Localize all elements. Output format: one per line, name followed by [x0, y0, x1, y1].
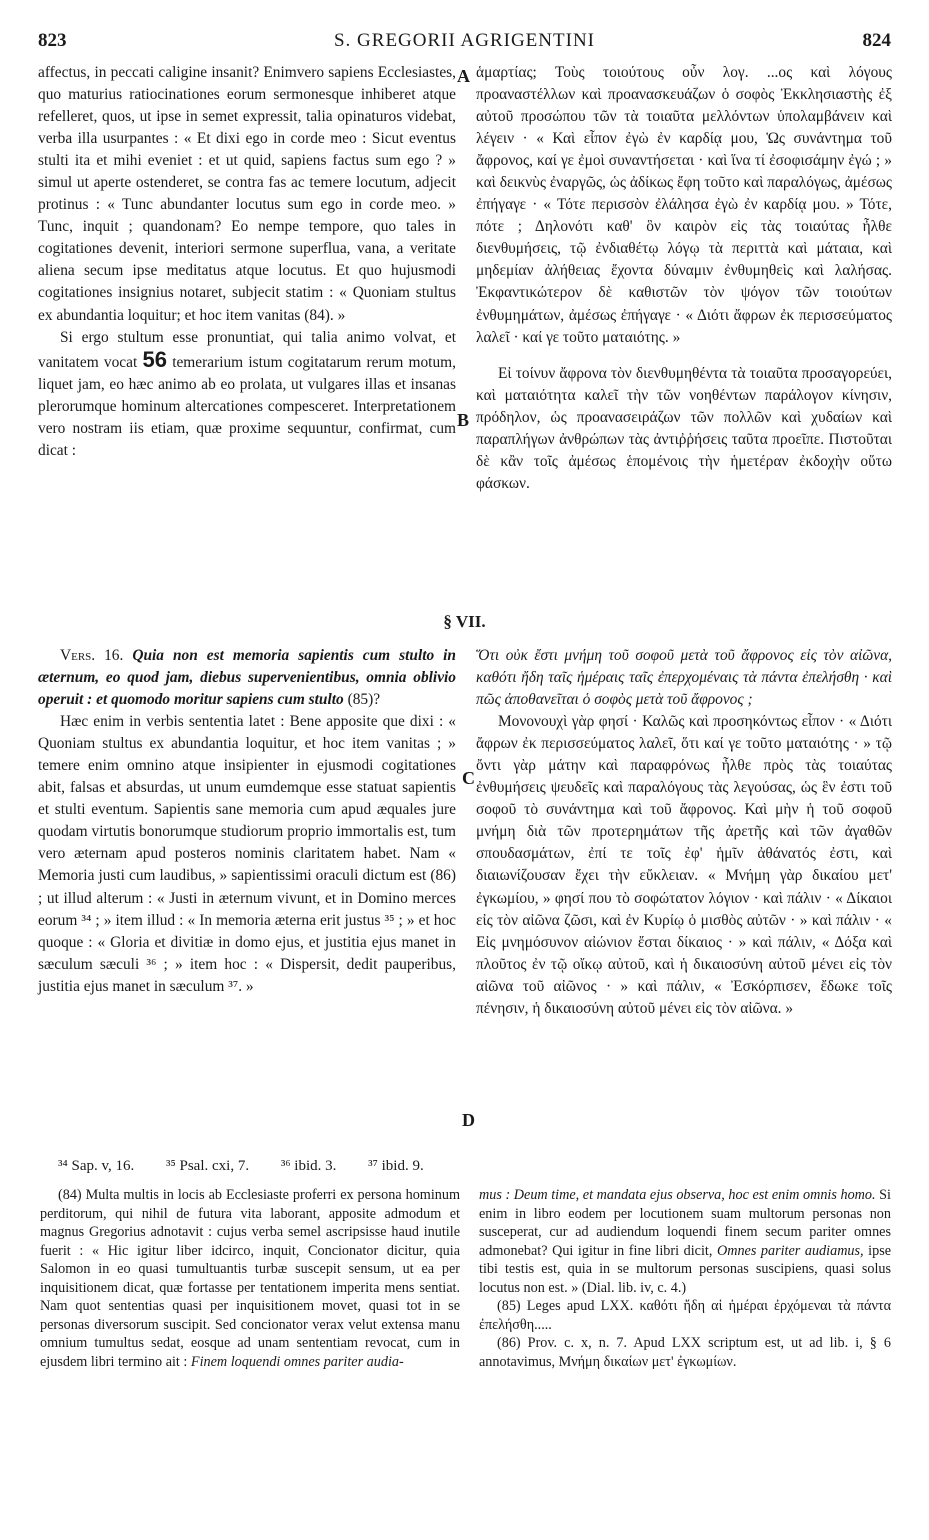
page-number-right: 824: [862, 30, 891, 51]
footnote-ref: ³⁴ Sap. v, 16.: [58, 1158, 135, 1174]
note-86: (86) Prov. c. x, n. 7. Apud LXX scriptum est, ut ad lib. i, § 6 annotavimus, Μνήμη δικαίων μετ' ἐγκωμίων.: [479, 1335, 891, 1370]
left-paragraph-1: affectus, in peccati caligine insanit? Enimvero sapiens Ecclesiastes, quo maturius ratiocinationes eorum sermonesque inhiberet atque refelleret, quos, ut ipse in semet expressit, talia opinaturos videbat, verba illa usurpantes : « Et dixi ego in corde meo : Sicut eventus stulti ita et mihi eveniet : et ut quid, sapiens factus sum ego ? » simul ut aperte ostenderet, se contra fas ac temere locutum, adjecit protinus : « Tunc abundanter locutus sum ego in corde meo. » Tunc, inquit ; quandonam? Eo nempe tempore, quo tales in cogitationes devenit, interiori sermone superflua, vana, a veritate aliena secum ipse meditatus atque locutus. Et quo hujusmodi cogitationes insignius notaret, subjecit statim : « Quoniam stultus ex abundantia loquitur; et hoc item vanitas (84). »: [38, 64, 456, 324]
verse-latin: Vers. 16. Quia non est memoria sapientis cum stulto in æternum, eo quod jam, diebus supervenientibus, omnia oblivio operuit : et quomodo moritur sapiens cum stulto (85)?: [38, 647, 456, 709]
right-paragraph-1: ἁμαρτίας; Τοὺς τοιούτους οὖν λογ. ...ος καὶ λόγους προαναστέλλων καὶ προανασκευάζων ὁ σοφὸς Ἐκκλησιαστὴς ἐξ αὐτοῦ προσώπου τῶν τὰ τοιαῦτα μελλόντων ὑπολαμβάνειν καὶ λέγειν · « Καὶ εἶπον ἐγὼ ἐν καρδίᾳ μου, Ὡς συνάντημα τοῦ ἄφρονος, καί γε ἐμοὶ συναντήσεται · καὶ ἵνα τί ἐσοφισάμην ἐγώ ; » καὶ δεικνὺς ἐναργῶς, ὡς ἀδίκως ἔφη τοῦτο καὶ παραλόγως, ἀμέσως ἐπήγαγε · « Τότε περισσὸν ἐλάλησα ἐγὼ ἐν καρδίᾳ μου. » Τότε, πότε ; Δηλονότι καθ' ὃν καιρὸν εἰς τὰς τοιαύτας ἦλθε διενθυμήσεις, τῷ ἐνδιαθέτῳ λόγῳ τὰ περιττὰ καὶ μάταια, καὶ μηδεμίαν ἀλήθειας ἔχοντα δύναμιν ἐνθυμηθεὶς καὶ λαλήσας. Ἐκφαντικώτερον δὲ καθιστῶν τὸν ψόγον τῶν τοιούτων ἐνθυμημάτων, ἀμέσως ἐπήγαγε · « Διότι ἄφρων ἐκ περισσεύματος λαλεῖ · καί γε τοῦτο ματαιότης. »: [476, 64, 892, 346]
margin-letter-c: C: [462, 768, 475, 788]
right-column-top: [476, 62, 892, 495]
margin-letter-a: A: [457, 66, 470, 86]
left-paragraph-2: Si ergo stultum esse pronuntiat, qui talia animo volvat, et vanitatem vocat 56 temerarium istum cogitatarum rerum motum, liquet jam, eo hæc animo ab eo prolata, ut vulgares illas et insanas plerorumque hominum altercationes compesceret. Interpretationem vero nostram iis etiam, quæ proxime sequuntur, confirmat, cum dicat :: [38, 328, 456, 459]
left-column-top: [38, 62, 456, 462]
running-title: S. GREGORII AGRIGENTINI: [333, 30, 595, 51]
notes-left: [40, 1186, 460, 1371]
note-85: (85) Leges apud LXX. καθότι ἤδη αἱ ἡμέραι ἐρχόμεναι τὰ πάντα ἐπελήσθη.....: [479, 1298, 891, 1333]
notes-right: [479, 1186, 891, 1371]
footnote-references: [58, 1158, 452, 1175]
footnote-ref: ³⁵ Psal. cxi, 7.: [166, 1158, 250, 1174]
note-84: (84) Multa multis in locis ab Ecclesiaste proferri ex persona hominum perditorum, qui nihil de futura vita laborant, apposite admodum et magnus Gregorius adnotavit : cujus verba semel ascripsisse haud inutile fuerit : « Hic igitur liber idcirco, inquit, Concionator dicitur, quia Salomon in eo quasi tumultuantis turbæ suscepit sensum, ut ea per inquisitionem dicat, quæ fortasse per tentationem imperita mens sentiat. Nam quot sententias quasi per inquisitionem movet, quasi tot in se personas diversorum suscipit. Sed concionator verax velut extensa manu omnium tumultus sedat, eosque ad unam sententiam revocat, cum in ejusdem libri termino ait : Finem loquendi omnes pariter audia-: [40, 1187, 460, 1370]
running-header: [38, 30, 891, 56]
section-heading: § VII.: [443, 612, 486, 631]
footnote-ref: ³⁶ ibid. 3.: [280, 1158, 337, 1174]
left-paragraph-3: Hæc enim in verbis sententia latet : Bene apposite que dixi : « Quoniam stultus ex abundantia loquitur, et hoc item vanitas ; » temere enim omnino atque insipienter in ejusmodi cogitationes abit, falsas et absurdas, ut unum eumdemque esse statuat sapientis et stulti eventum. Sapientis sane memoria cum apud æquales jure quodam virtutis bonorumque studiorum proprio immortalis est, tum vero æternam apud posteros nominis claritatem habet. Nam « Memoria justi cum laudibus, » sapientissimi oraculi dictum est (86) ; ut illud alterum : « Justi in æternum vivunt, et in Domino merces eorum ³⁴ ; » item illud : « In memoria æterna erit justus ³⁵ ; » et hoc quoque : « Gloria et divitiæ in domo ejus, et justitia ejus manet in sæculum sæculi ³⁶ ; » item hoc : « Dispersit, dedit pauperibus, justitia ejus manet in sæculum ³⁷. »: [38, 713, 456, 995]
footnote-ref: ³⁷ ibid. 9.: [368, 1158, 424, 1174]
margin-letter-b: B: [457, 410, 470, 430]
verse-greek: Ὅτι οὐκ ἔστι μνήμη τοῦ σοφοῦ μετὰ τοῦ ἄφρονος εἰς τὸν αἰῶνα, καθότι ἤδη ταῖς ἡμέραις ταῖς ἐπερχομέναις τὰ πάντα ἐπελήσθη · καὶ πῶς ἀποθανεῖται ὁ σοφὸς μετὰ τοῦ ἄφρονος ;: [476, 647, 892, 709]
column-number: 56: [142, 346, 167, 372]
note-84-continued: mus : Deum time, et mandata ejus observa, hoc est enim omnis homo. Si enim in libro eodem per locutionem suam multorum personas non susceperat, cur ad audiendum loquendi finem secum pariter omnes admonebat? Qui igitur in fine libri dicit, Omnes pariter audiamus, ipse tibi testis est, quia in se multorum personas suscipiens, quasi solus locutus non est. » (Dial. lib. iv, c. 4.): [479, 1187, 892, 1296]
page-number-left: 823: [38, 30, 67, 51]
right-paragraph-3: Μονονουχὶ γὰρ φησί · Καλῶς καὶ προσηκόντως εἶπον · « Διότι ἄφρων ἐκ περισσεύματος λαλεῖ, ὅτι καί γε τοῦτο ματαιότης · » τῷ ὄντι γὰρ μάτην καὶ παραφρόνως ἦλθε πρὸς τὰς τοιαύτας ἐνθυμήσεις ψευδεῖς καὶ παραλόγους τὰς λεγούσας, ὡς ἓν ἐστι τοῦ σοφοῦ τὸ συνάντημα καὶ τοῦ ἄφρονος. Καὶ μὴν ἡ τοῦ σοφοῦ μνήμη διὰ τῶν προτερημάτων τῆς ἀρετῆς καὶ τῶν ἀγαθῶν σπουδασμάτων, ἐπί τε τοῖς ἐφ' ἡμῖν ἀθάνατός ἐστι, καὶ διαιωνίζουσαν ἔχει τὴν εὔκλειαν. « Μνήμη γὰρ δικαίου μετ' ἐγκωμίου, » φησί που τὸ σοφώτατον λόγιον · καὶ πάλιν · « Δίκαιοι εἰς τὸν αἰῶνα ζῶσι, καὶ ἐν Κυρίῳ ὁ μισθὸς αὐτῶν · » καὶ πάλιν · « Εἰς μνημόσυνον αἰώνιον ἔσται δίκαιος · » καὶ πάλιν, « Δόξα καὶ πλοῦτος ἐν τῷ οἴκῳ αὐτοῦ, καὶ ἡ δικαιοσύνη αὐτοῦ μένει εἰς τὸν αἰῶνα τοῦ αἰῶνος · » καὶ πάλιν, « Ἐσκόρπισεν, ἔδωκε τοῖς πένησιν, ἡ δικαιοσύνη αὐτοῦ μένει εἰς τὸν αἰῶνα. »: [476, 713, 892, 1017]
right-paragraph-2: Εἰ τοίνυν ἄφρονα τὸν διενθυμηθέντα τὰ τοιαῦτα προσαγορεύει, καὶ ματαιότητα καλεῖ τὴν τῶν νοηθέντων παράλογον κίνησιν, πρόδηλον, ὡς προανασειράζων τῶν πολλῶν καὶ χυδαίων καὶ παραπλήγων ἀνθρώπων τὰς ἀντιῤῥήσεις ταῦτα προεῖπε. Πιστοῦται δὲ κἂν τοῖς ἀμέσως ἑπομένοις τὴν ἡμετέραν ἐκδοχὴν οὕτω φάσκων.: [476, 364, 892, 492]
margin-letter-d: D: [462, 1110, 475, 1130]
left-column-bottom: [38, 645, 456, 998]
right-column-bottom: [476, 645, 892, 1020]
